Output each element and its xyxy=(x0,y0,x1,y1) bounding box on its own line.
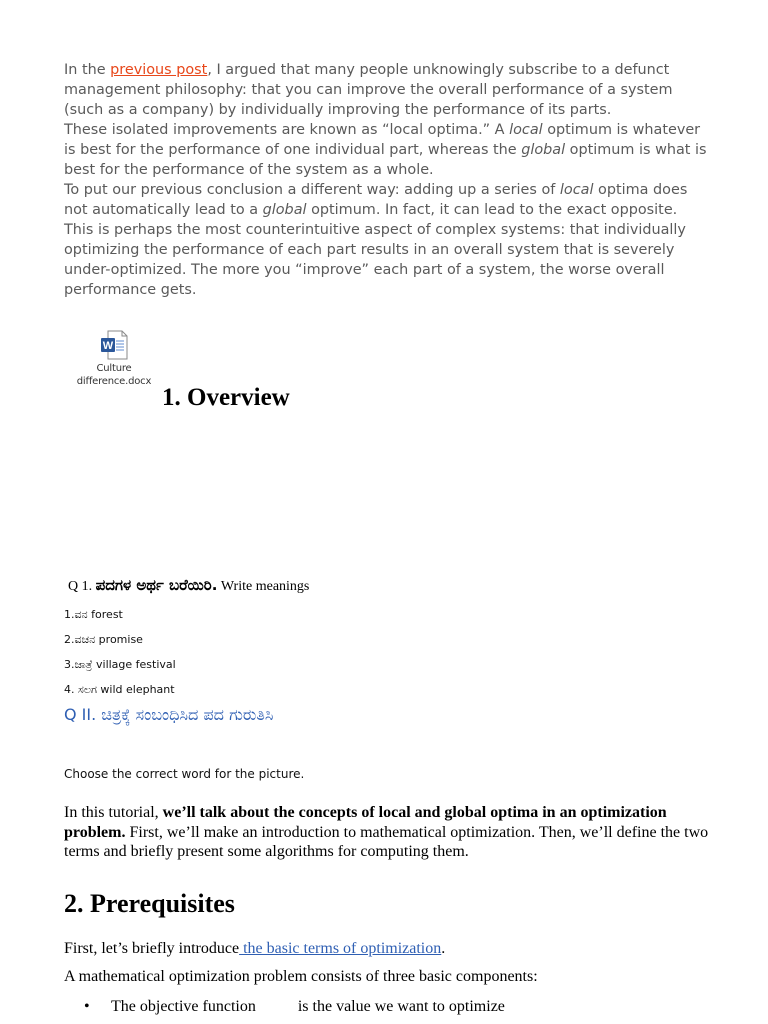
list-item: • The objective function is the value we want to optimize xyxy=(84,998,505,1015)
vocab-item: 3.ಜಾತ್ರೆ village festival xyxy=(64,658,176,671)
vocabulary-list xyxy=(64,606,176,706)
intro-paragraph-3: To put our previous conclusion a different way: adding up a series of local optima does not automatically lead to a global optimum. In fact, it can lead to the exact opposite. xyxy=(64,182,688,218)
instruction-text: Choose the correct word for the picture. xyxy=(64,767,305,781)
tutorial-paragraph: In this tutorial, we’ll talk about the concepts of local and global optima in an optimization problem. First, we’ll make an introduction to mathematical optimization. Then, we’ll define the two terms and briefly present some algorithms for computing them. xyxy=(64,804,709,860)
optimization-terms-link[interactable]: the basic terms of optimization xyxy=(239,940,442,957)
heading-overview: 1. Overview xyxy=(162,384,290,411)
attachment-filename: Culture difference.docx xyxy=(76,363,152,387)
svg-text:W: W xyxy=(102,340,114,352)
word-document-icon xyxy=(99,330,129,360)
intro-paragraph-4: This is perhaps the most counterintuitive aspect of complex systems: that individually optimizing the performance of each part results in an overall system that is severely under-optimized. The more you “improve” each part of a system, the worse overall performance gets. xyxy=(64,222,686,298)
heading-prerequisites: 2. Prerequisites xyxy=(64,889,235,918)
components-sentence: A mathematical optimization problem consists of three basic components: xyxy=(64,968,538,985)
bullet-icon: • xyxy=(84,998,90,1015)
intro-paragraph-1: In the previous post, I argued that many people unknowingly subscribe to a defunct management philosophy: that you can improve the overall performance of a system (such as a company) by individually improving the performance of its parts. xyxy=(64,62,673,118)
embedded-file-attachment[interactable] xyxy=(66,330,162,388)
components-list xyxy=(84,998,505,1016)
vocab-item: 4. ಸಲಗ wild elephant xyxy=(64,683,175,696)
intro-paragraph-2: These isolated improvements are known as “local optima.” A local optimum is whatever is best for the performance of one individual part, whereas the global optimum is what is best for the performance of the system as a whole. xyxy=(64,122,707,178)
intro-block xyxy=(64,60,714,300)
question-1: Q 1. ಪದಗಳ ಅರ್ಥ ಬರೆಯಿರಿ. Write meanings xyxy=(68,576,310,594)
previous-post-link[interactable]: previous post xyxy=(110,62,208,78)
prereq-intro: First, let’s briefly introduce the basic terms of optimization. xyxy=(64,940,446,957)
vocab-item: 1.ವನ forest xyxy=(64,608,123,621)
question-2: Q II. ಚಿತ್ರಕ್ಕೆ ಸಂಬಂಧಿಸಿದ ಪದ ಗುರುತಿಸಿ xyxy=(64,705,274,724)
vocab-item: 2.ವಚನ promise xyxy=(64,633,143,646)
